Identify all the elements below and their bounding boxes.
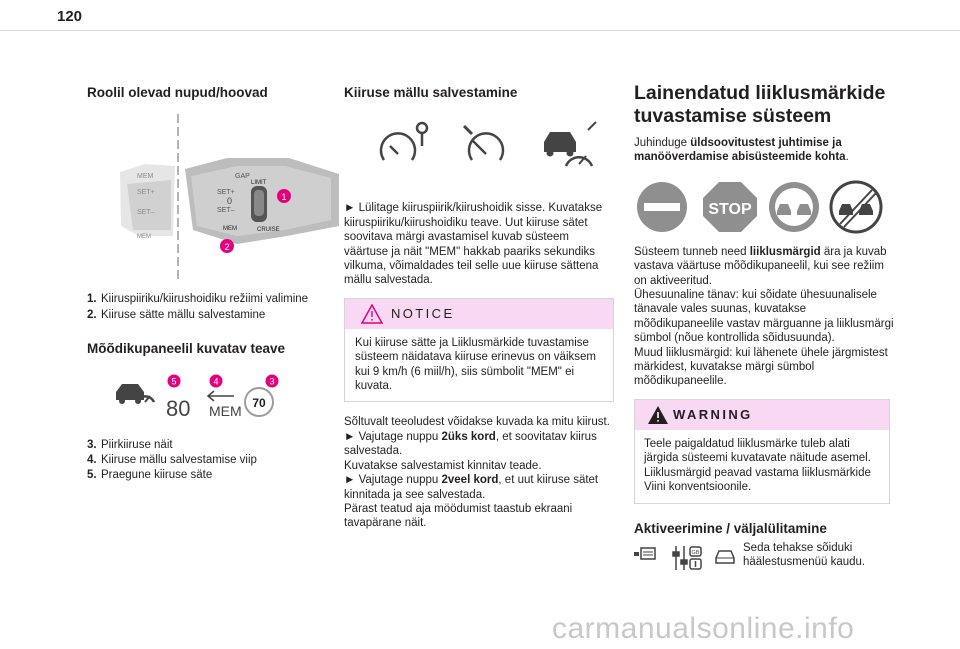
intro-paragraph: Juhinduge üldsoovitustest juhtimise ja manööverdamise abisüsteemide kohta.	[634, 137, 849, 164]
steering-stalk-figure	[87, 114, 339, 282]
step-two: ► Vajutage nuppu 2veel kord, et uut kiiruse sätet kinnitada ja see salvestada.	[344, 474, 599, 501]
notice-text: Kui kiiruse sätte ja Liiklusmärkide tuvastamise süsteem näidatava kiiruse erinevus on väiksem kui 9 km/h (6 miil/h), siis sümbolit "MEM" ei kuvata.	[355, 336, 596, 393]
list-item: 1. Kiiruspiiriku/kiirushoidiku režiimi valimine	[87, 293, 309, 306]
right-column	[634, 80, 894, 580]
svg-text:MEM: MEM	[137, 234, 151, 241]
cruise-control-icon	[464, 126, 503, 160]
svg-text:GB: GB	[691, 549, 700, 556]
paragraph: ► Lülitage kiiruspiirik/kiirushoidik sisse. Kuvatakse kiiruspiiriku/kiirushoidiku teave. Uut kiiruse sätet soovitava märgi avastamisel kuvab süsteem väärtuse ja näit "MEM" hakkab paariks sekundiks vilkuma, võimaldades teil selle uue kiiruse sättena mällu salvestada.	[344, 202, 603, 287]
notice-icon	[361, 304, 383, 324]
left-column	[87, 80, 332, 484]
no-entry-sign-icon	[637, 182, 687, 232]
svg-text:SET–: SET–	[137, 209, 155, 217]
vehicle-settings-icon	[673, 546, 701, 570]
car-outline-icon	[714, 546, 736, 568]
speed-limit-sign: 70	[252, 395, 266, 410]
svg-text:CRUISE: CRUISE	[257, 227, 280, 234]
activation-row	[634, 541, 894, 580]
one-way-paragraph: Ühesuunaline tänav: kui sõidate ühesuunalisele tänavale vales suunas, kuvatakse mõõdikupaneelile vastav märguanne ja liiklusmärgi sümbol (nõue kontrollida sõidusuunda).	[634, 289, 894, 345]
watermark: carmanualsonline.info	[552, 612, 855, 645]
heading-activation: Aktiveerimine / väljalülitamine	[634, 520, 827, 536]
no-overtaking-sign-icon	[769, 182, 819, 232]
list-item: 5. Praegune kiiruse säte	[87, 469, 213, 482]
heading-instrument-panel: Mõõdikupaneelil kuvatav teave	[87, 341, 286, 357]
middle-column	[344, 80, 614, 531]
notice-box	[344, 298, 614, 403]
svg-text:MEM: MEM	[137, 173, 154, 181]
speed-limiter-icon	[381, 123, 427, 160]
list-item: 3. Piirkiiruse näit	[87, 438, 173, 451]
header-rule	[0, 30, 960, 31]
warning-icon	[647, 405, 669, 425]
step-one: ► Vajutage nuppu 2üks kord, et soovitatav kiirus salvestada.	[344, 430, 597, 458]
warning-text: Teele paigaldatud liiklusmärke tuleb alati järgida süsteemi kuvatavate näitude asemel. Liiklusmärgid peavad vastama liiklusmärkide Viini konventsioonile.	[644, 437, 871, 494]
warning-header	[635, 400, 889, 430]
svg-text:SET+: SET+	[137, 189, 155, 197]
svg-text:SET–: SET–	[217, 207, 235, 215]
display-legend-list	[87, 438, 332, 483]
svg-text:GAP: GAP	[235, 173, 250, 181]
traffic-signs	[634, 179, 884, 235]
list-item: 2. Kiiruse sätte mällu salvestamine	[87, 308, 266, 321]
list-item: 4. Kiiruse mällu salvestamise viip	[87, 454, 257, 467]
current-speed: 80	[166, 395, 191, 421]
speed-memory-icons	[344, 120, 604, 174]
callout-5: 5	[171, 376, 177, 387]
callout-4: 4	[213, 376, 219, 387]
other-signs-paragraph: Muud liiklusmärgid: kui lähenete ühele järgmistest märkidest, kuvatakse märgi sümbol mõõdikupaneelile.	[634, 346, 888, 388]
section-title: Lainendatud liiklusmärkide tuvastamise süsteem	[634, 82, 886, 127]
instrument-panel-figure	[114, 374, 294, 422]
notice-header	[345, 299, 613, 329]
callout-3: 3	[269, 376, 275, 387]
callout-2: 2	[224, 242, 230, 253]
svg-text:STOP: STOP	[708, 200, 752, 218]
svg-text:LIMIT: LIMIT	[251, 180, 267, 187]
storage-steps	[344, 415, 614, 530]
warning-title: WARNING	[673, 406, 753, 422]
stalk-legend-list	[87, 292, 332, 322]
end-no-overtaking-sign-icon	[831, 182, 881, 232]
adaptive-cruise-icon	[544, 122, 596, 166]
paragraph: Pärast teatud aja möödumist taastub ekraani tavapärane näit.	[344, 502, 573, 530]
paragraph: Sõltuvalt teeoludest võidakse kuvada ka mitu kiirust.	[344, 416, 610, 429]
callout-1: 1	[281, 192, 287, 203]
paragraph: Kuvatakse salvestamist kinnitav teade.	[344, 459, 542, 472]
svg-text:0: 0	[227, 196, 233, 207]
notice-title: NOTICE	[391, 305, 455, 321]
activation-text: Seda tehakse sõiduki häälestusmenüü kaudu.	[743, 541, 866, 569]
recognition-paragraph: Süsteem tunneb need liiklusmärgid ära ja kuvab vastava väärtuse mõõdikupaneelil, kui see režiim on aktiveeritud.	[634, 245, 887, 287]
page-number: 120	[57, 8, 83, 25]
stop-sign-icon	[703, 182, 757, 232]
menu-screen-icon	[634, 548, 655, 559]
heading-steering-controls: Roolil olevad nupud/hoovad	[87, 85, 268, 100]
mem-label: MEM	[209, 402, 242, 419]
svg-text:SET+: SET+	[217, 189, 235, 197]
svg-text:MEM: MEM	[223, 226, 237, 233]
warning-box	[634, 399, 890, 504]
heading-speed-memory: Kiiruse mällu salvestamine	[344, 85, 518, 100]
